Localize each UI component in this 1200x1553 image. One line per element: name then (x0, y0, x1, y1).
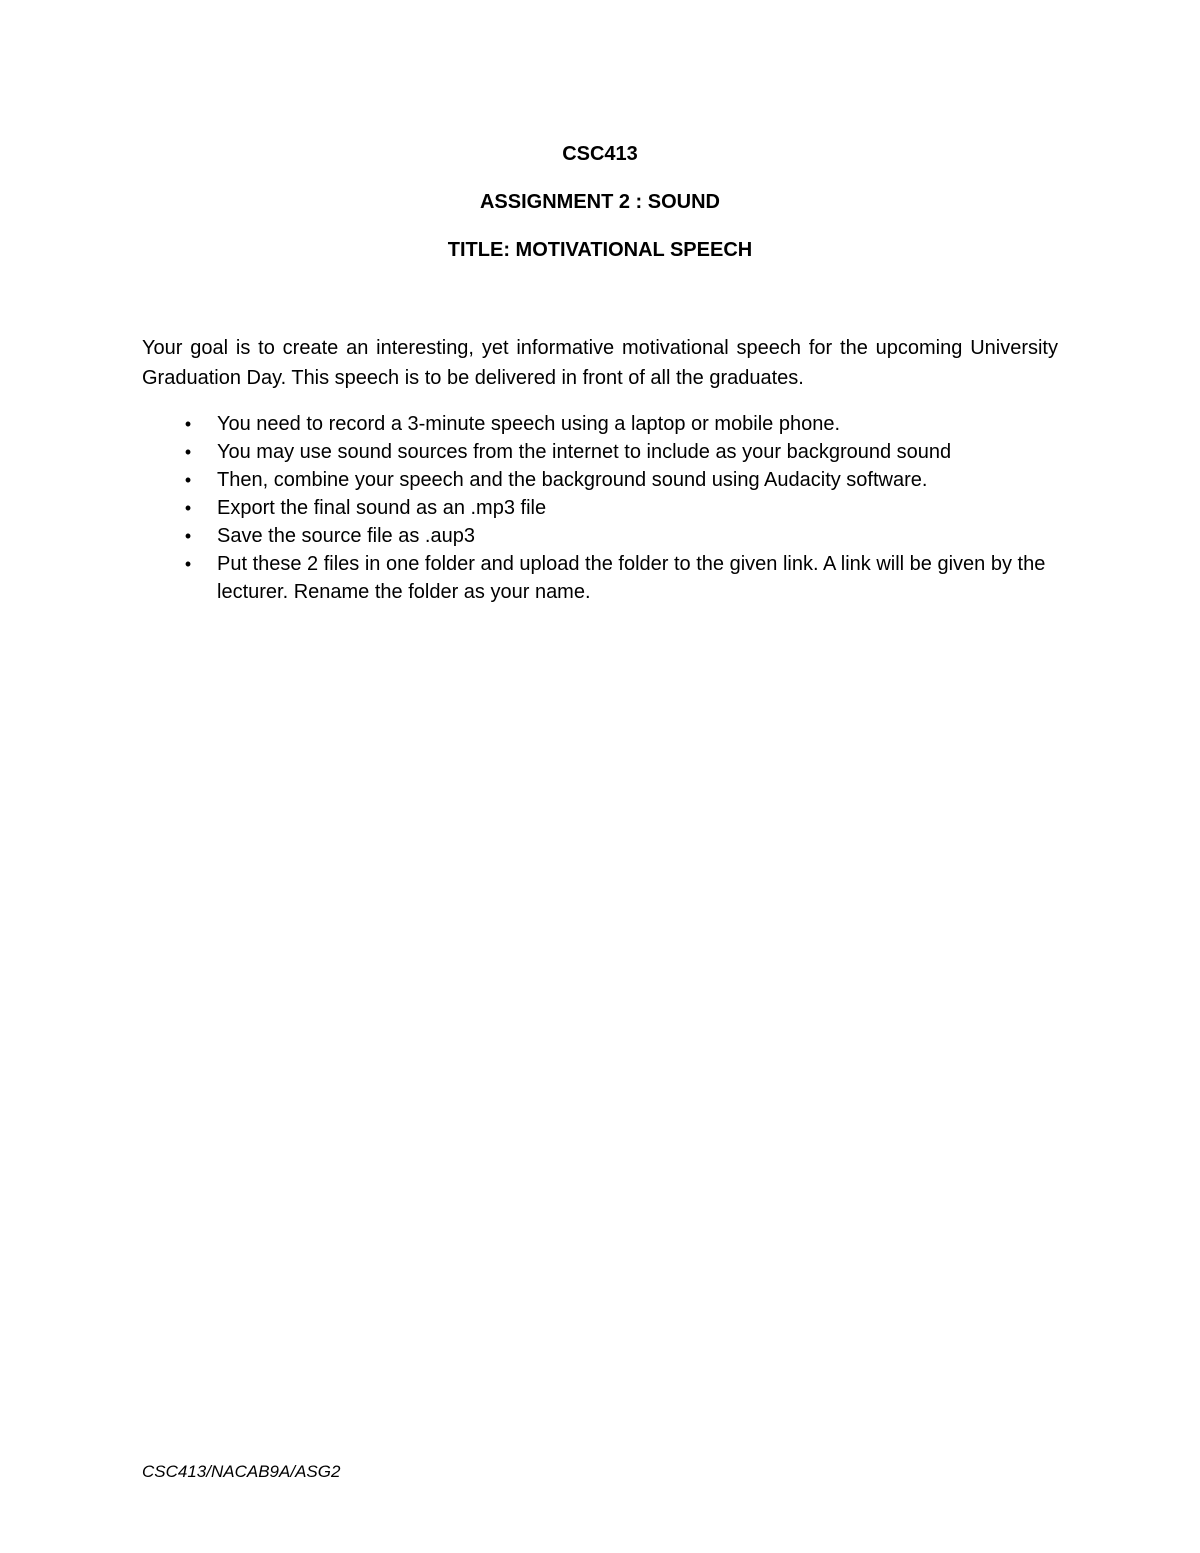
intro-paragraph: Your goal is to create an interesting, yet informative motivational speech for the upcoming University Graduation Day. This speech is to be delivered in front of all the graduates. (142, 337, 1058, 389)
bullet-icon: • (184, 470, 192, 490)
course-code: CSC413 (562, 143, 638, 165)
page-footer: CSC413/NACAB9A/ASG2 (142, 1462, 341, 1481)
list-item-text: Export the final sound as an .mp3 file (217, 497, 547, 519)
bullet-icon: • (184, 442, 192, 462)
list-item (142, 410, 1058, 438)
title-heading: TITLE: MOTIVATIONAL SPEECH (447, 239, 753, 261)
list-item (142, 438, 1058, 466)
list-item (142, 550, 1058, 606)
bullet-icon: • (184, 498, 192, 518)
list-item (142, 522, 1058, 550)
bullet-icon: • (184, 414, 192, 434)
bullet-icon: • (184, 526, 192, 546)
list-item-text: Save the source file as .aup3 (217, 525, 475, 547)
bullet-icon: • (184, 554, 192, 574)
list-item-text: You need to record a 3-minute speech using a laptop or mobile phone. (217, 413, 841, 435)
list-item-text: Then, combine your speech and the background sound using Audacity software. (217, 469, 928, 491)
list-item-text: Put these 2 files in one folder and upload the folder to the given link. A link will be given by the lecturer. Rename the folder as your name. (217, 553, 1046, 603)
list-item (142, 494, 1058, 522)
assignment-heading: ASSIGNMENT 2 : SOUND (479, 191, 721, 213)
list-item (142, 466, 1058, 494)
instruction-list (142, 410, 1058, 606)
list-item-text: You may use sound sources from the internet to include as your background sound (217, 441, 952, 463)
